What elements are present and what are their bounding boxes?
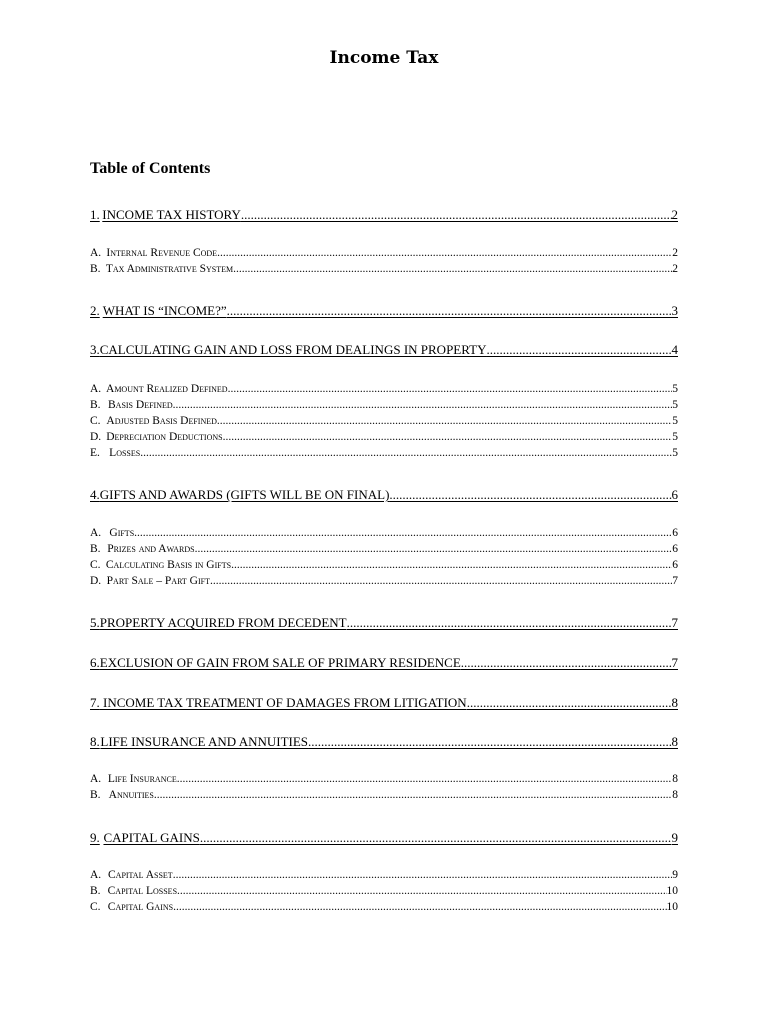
dot-leader (233, 263, 672, 275)
toc-section-damages-from-litigation[interactable] (90, 695, 678, 711)
toc-page: 6 (672, 527, 678, 539)
dot-leader (195, 543, 673, 555)
toc-number: B. (90, 263, 101, 275)
toc-title: CAPITAL GAINS (103, 830, 200, 845)
toc-subsection-annuities[interactable] (90, 789, 678, 805)
dot-leader (228, 383, 673, 395)
toc-title: Capital Asset (108, 869, 173, 881)
toc-page: 8 (671, 734, 678, 749)
toc-number: A. (90, 527, 102, 539)
toc-page: 8 (672, 773, 678, 785)
toc-page: 6 (672, 559, 678, 571)
toc-page: 2 (672, 263, 678, 275)
toc-number: 5. (90, 615, 100, 630)
toc-title: Amount Realized Defined (106, 383, 228, 395)
toc-subsection-gifts[interactable] (90, 527, 678, 543)
dot-leader (467, 695, 672, 711)
dot-leader (154, 789, 672, 801)
dot-leader (231, 559, 672, 571)
dot-leader (217, 247, 672, 259)
toc-page: 8 (671, 695, 678, 710)
toc-heading: Table of Contents (90, 160, 211, 177)
toc-page: 6 (671, 487, 678, 502)
dot-leader (241, 207, 672, 223)
toc-title: Basis Defined (108, 399, 173, 411)
toc-title: Adjusted Basis Defined (106, 415, 217, 427)
toc-page: 3 (671, 303, 678, 318)
dot-leader (177, 773, 673, 785)
toc-page: 5 (672, 399, 678, 411)
dot-leader (140, 447, 672, 459)
toc-section-calculating-gain-and-loss[interactable] (90, 342, 678, 358)
dot-leader (227, 303, 672, 319)
toc-subsection-capital-gains[interactable] (90, 901, 678, 917)
toc-page: 4 (671, 342, 678, 357)
toc-section-property-acquired-from-decedent[interactable] (90, 615, 678, 631)
toc-number: 2. (90, 303, 100, 318)
toc-title: EXCLUSION OF GAIN FROM SALE OF PRIMARY RESIDENCE (99, 655, 461, 670)
toc-page: 9 (672, 869, 678, 881)
toc-page: 5 (672, 383, 678, 395)
dot-leader (173, 399, 673, 411)
document-title: Income Tax (329, 48, 439, 68)
dot-leader (461, 655, 672, 671)
toc-title: Depreciation Deductions (106, 431, 223, 443)
toc-title: INCOME TAX HISTORY (102, 207, 241, 222)
toc-number: C. (90, 559, 101, 571)
toc-number: D. (90, 575, 102, 587)
toc-section-what-is-income[interactable] (90, 303, 678, 319)
toc-number: 1. (90, 207, 100, 222)
toc-subsection-adjusted-basis-defined[interactable] (90, 415, 678, 431)
dot-leader (486, 342, 671, 358)
toc-title: Part Sale – Part Gift (106, 575, 210, 587)
toc-page: 9 (671, 830, 678, 845)
toc-number: A. (90, 869, 102, 881)
toc-page: 7 (671, 655, 678, 670)
toc-title: Capital Gains (107, 901, 174, 913)
toc-page: 2 (671, 207, 678, 222)
toc-number: 4. (90, 487, 100, 502)
toc-title: PROPERTY ACQUIRED FROM DECEDENT (99, 615, 347, 630)
dot-leader (347, 615, 672, 631)
toc-number: A. (90, 383, 102, 395)
dot-leader (200, 830, 672, 846)
toc-title: Life Insurance (107, 773, 177, 785)
toc-title: INCOME TAX TREATMENT OF DAMAGES FROM LITIGATION (99, 695, 467, 710)
toc-section-life-insurance-and-annuities[interactable] (90, 734, 678, 750)
toc-title: Annuities (108, 789, 154, 801)
dot-leader (210, 575, 672, 587)
toc-subsection-life-insurance[interactable] (90, 773, 678, 789)
toc-title: LIFE INSURANCE AND ANNUITIES (100, 734, 309, 749)
toc-section-exclusion-of-gain[interactable] (90, 655, 678, 671)
toc-title: CALCULATING GAIN AND LOSS FROM DEALINGS IN PROPERTY (99, 342, 487, 357)
toc-number: B. (90, 885, 101, 897)
toc-subsection-tax-administrative-system[interactable] (90, 263, 678, 279)
toc-title: WHAT IS “INCOME?” (102, 303, 227, 318)
toc-number: 6. (90, 655, 100, 670)
toc-number: E. (90, 447, 100, 459)
dot-leader (134, 527, 672, 539)
toc-title: Capital Losses (107, 885, 178, 897)
toc-number: B. (90, 543, 101, 555)
toc-page: 6 (672, 543, 678, 555)
toc-page: 8 (672, 789, 678, 801)
dot-leader (173, 901, 666, 913)
toc-number: A. (90, 773, 102, 785)
toc-page: 7 (671, 615, 678, 630)
toc-number: B. (90, 399, 101, 411)
toc-section-capital-gains[interactable] (90, 830, 678, 846)
toc-title: Tax Administrative System (105, 263, 234, 275)
toc-subsection-part-sale-part-gift[interactable] (90, 575, 678, 591)
toc-title: Losses (109, 447, 141, 459)
toc-subsection-internal-revenue-code[interactable] (90, 247, 678, 263)
toc-number: 9. (90, 830, 100, 845)
toc-number: A. (90, 247, 102, 259)
dot-leader (389, 487, 671, 503)
toc-subsection-losses[interactable] (90, 447, 678, 463)
toc-number: 8. (90, 734, 100, 749)
dot-leader (173, 869, 673, 881)
dot-leader (308, 734, 671, 750)
toc-title: Gifts (109, 527, 135, 539)
toc-page: 10 (666, 885, 678, 897)
toc-subsection-amount-realized-defined[interactable] (90, 383, 678, 399)
toc-subsection-capital-asset[interactable] (90, 869, 678, 885)
toc-number: 3. (90, 342, 100, 357)
toc-page: 5 (672, 447, 678, 459)
toc-number: C. (90, 415, 101, 427)
dot-leader (217, 415, 672, 427)
toc-number: C. (90, 901, 101, 913)
toc-title: Internal Revenue Code (106, 247, 218, 259)
toc-subsection-capital-losses[interactable] (90, 885, 678, 901)
toc-number: D. (90, 431, 102, 443)
toc-subsection-calculating-basis-in-gifts[interactable] (90, 559, 678, 575)
toc-title: Prizes and Awards (107, 543, 195, 555)
dot-leader (177, 885, 666, 897)
toc-subsection-basis-defined[interactable] (90, 399, 678, 415)
toc-page: 2 (672, 247, 678, 259)
toc-number: B. (90, 789, 101, 801)
toc-subsection-prizes-and-awards[interactable] (90, 543, 678, 559)
toc-page: 7 (672, 575, 678, 587)
toc-page: 5 (672, 415, 678, 427)
toc-title: Calculating Basis in Gifts (105, 559, 232, 571)
toc-subsection-depreciation-deductions[interactable] (90, 431, 678, 447)
toc-page: 5 (672, 431, 678, 443)
toc-number: 7. (90, 695, 100, 710)
toc-section-income-tax-history[interactable] (90, 207, 678, 223)
dot-leader (223, 431, 673, 443)
toc-page: 10 (666, 901, 678, 913)
toc-section-gifts-and-awards[interactable] (90, 487, 678, 503)
toc-title: GIFTS AND AWARDS (GIFTS WILL BE ON FINAL) (99, 487, 390, 502)
